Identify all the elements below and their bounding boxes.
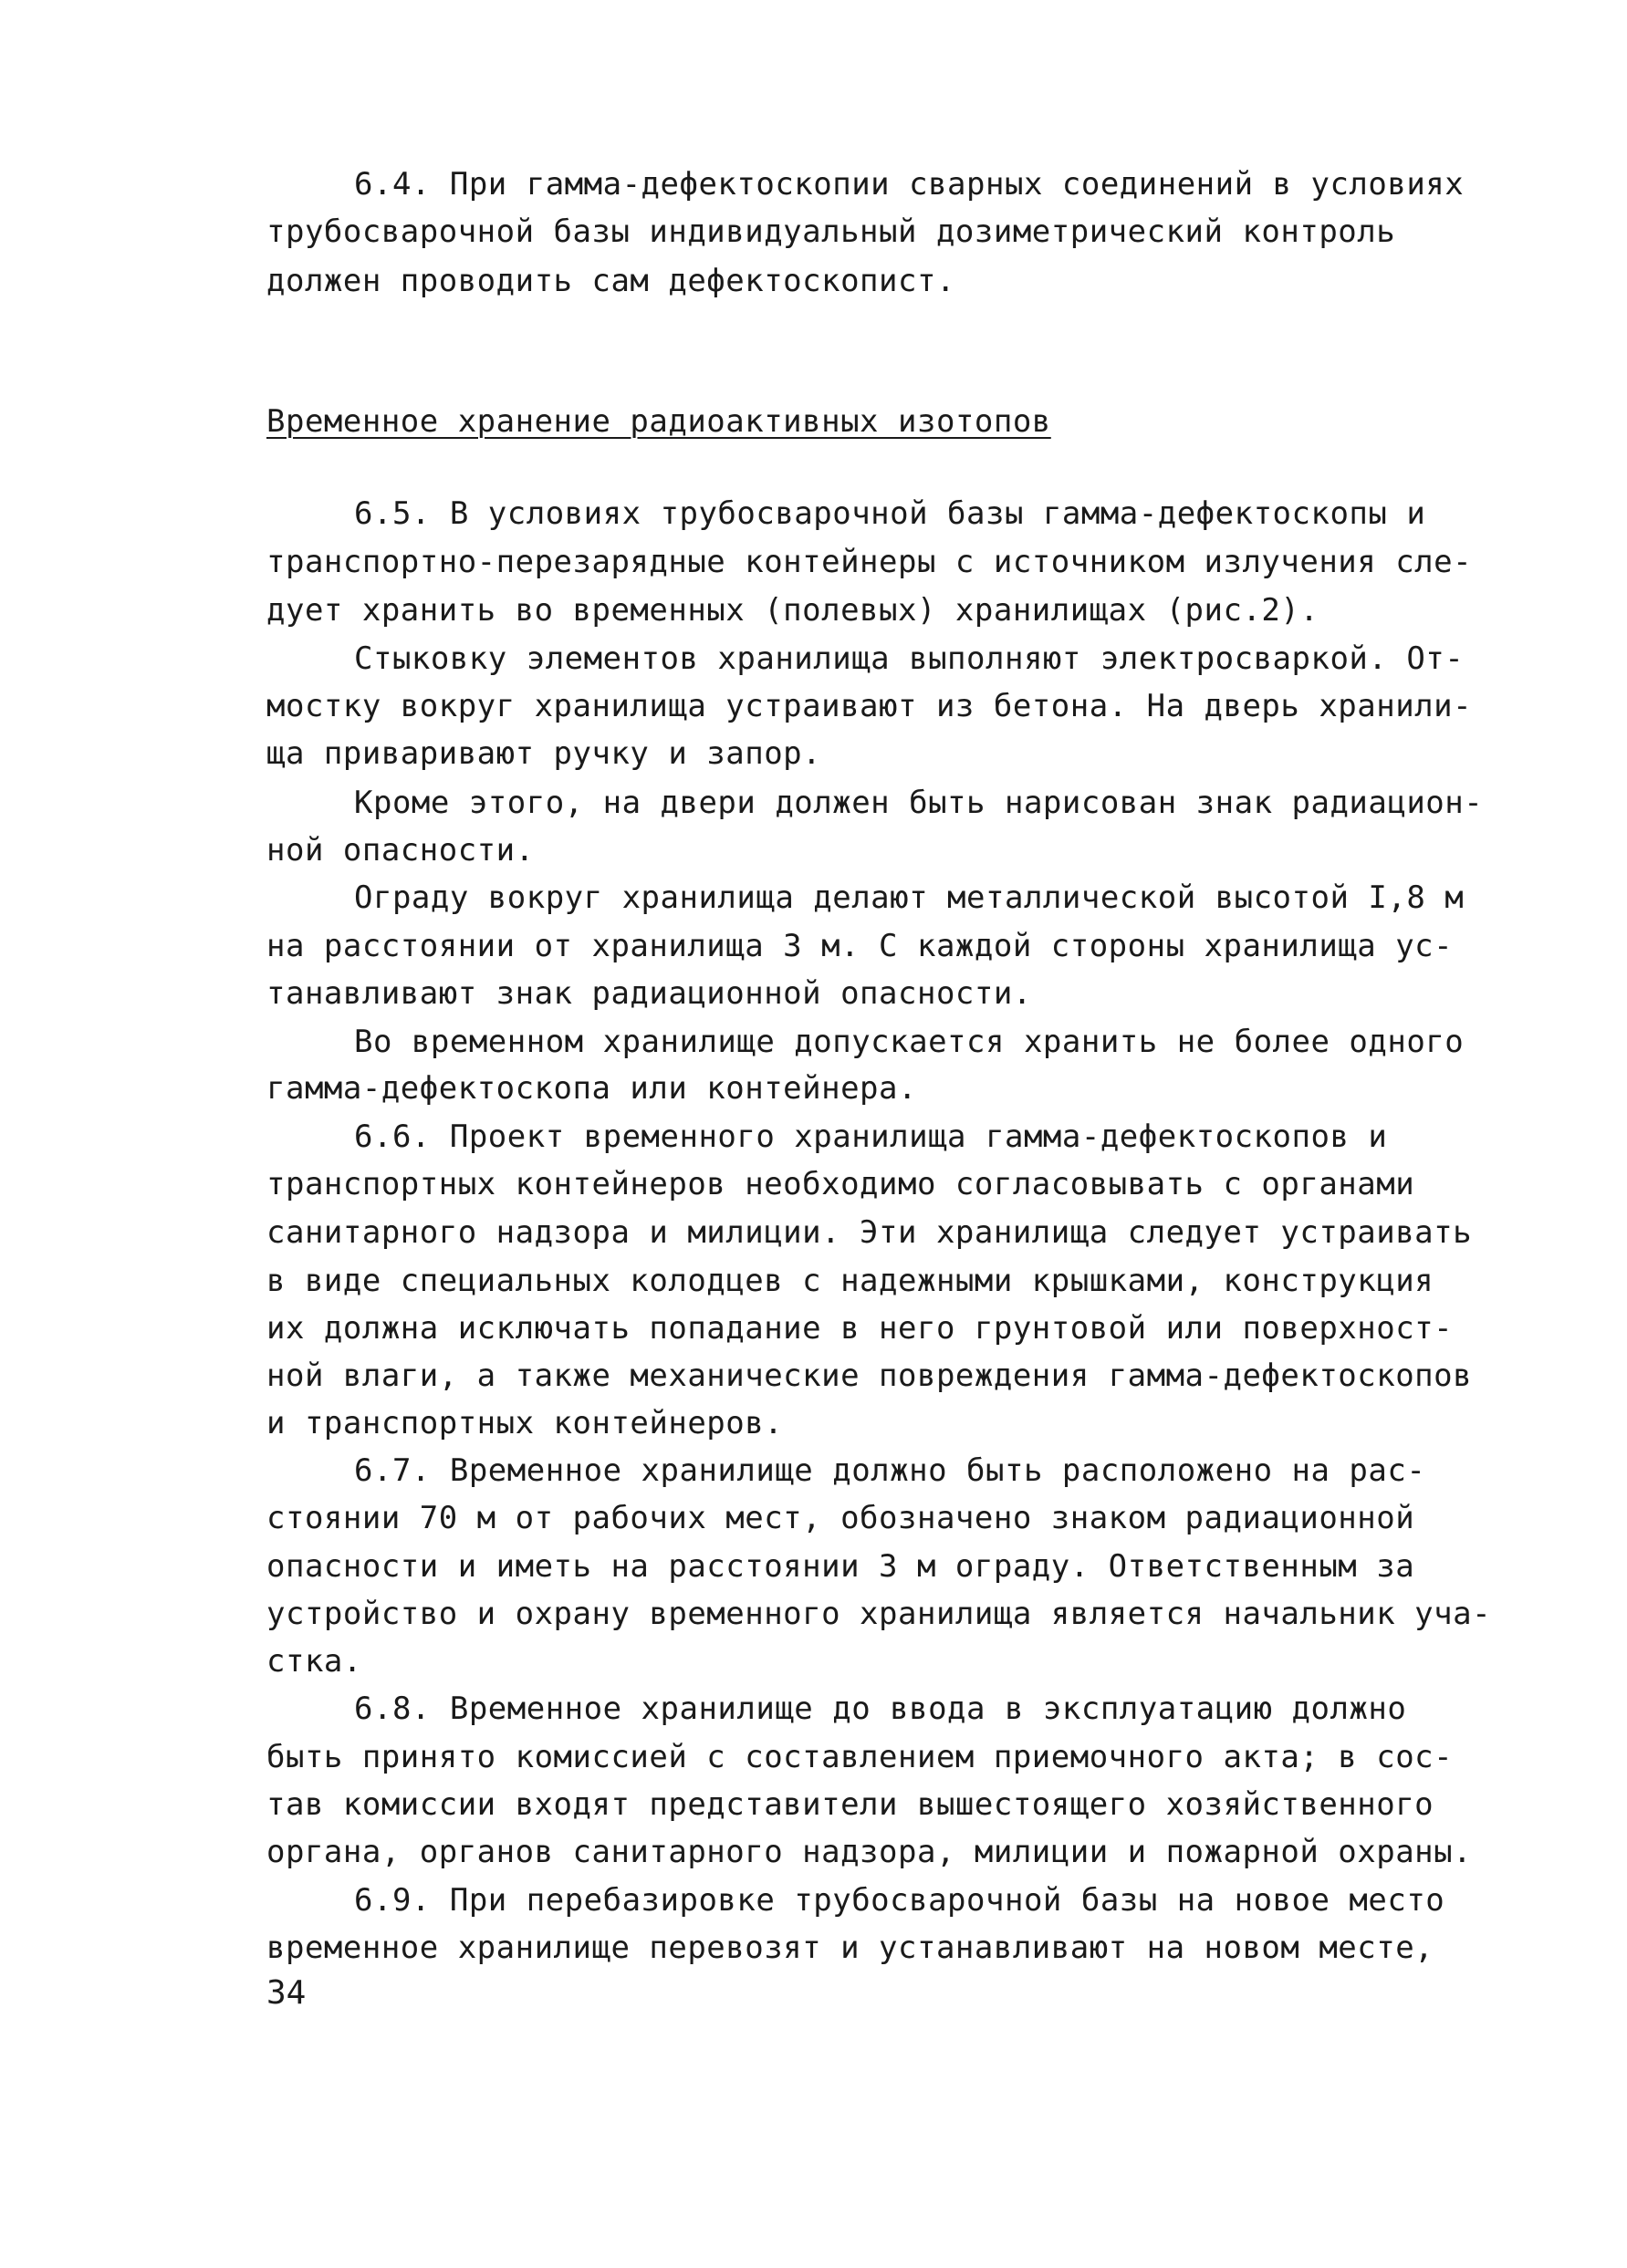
text-line: 6.6. Проект временного хранилища гамма-дефектоскопов и xyxy=(354,1118,1388,1155)
text-line: 6.4. При гамма-дефектоскопии сварных соединений в условиях xyxy=(354,166,1465,203)
text-line: 6.5. В условиях трубосварочной базы гамма-дефектоскопы и xyxy=(354,495,1426,532)
page-number: 34 xyxy=(266,1974,307,2012)
section-heading: Временное хранение радиоактивных изотопов xyxy=(266,403,1051,440)
text-line: их должна исключать попадание в него грунтовой или поверхност- xyxy=(266,1310,1454,1347)
text-line: Стыковку элементов хранилища выполняют электросваркой. От- xyxy=(354,640,1465,677)
text-line: гамма-дефектоскопа или контейнера. xyxy=(266,1070,917,1107)
text-line: Кроме этого, на двери должен быть нарисован знак радиацион- xyxy=(354,785,1484,821)
text-line: на расстоянии от хранилища 3 м. С каждой стороны хранилища ус- xyxy=(266,928,1454,964)
text-line: 6.9. При перебазировке трубосварочной базы на новое место xyxy=(354,1882,1445,1919)
text-line: в виде специальных колодцев с надежными крышками, конструкция xyxy=(266,1263,1434,1299)
text-line: органа, органов санитарного надзора, милиции и пожарной охраны. xyxy=(266,1834,1473,1870)
text-line: Во временном хранилище допускается хранить не более одного xyxy=(354,1024,1465,1060)
text-line: быть принято комиссией с составлением приемочного акта; в сос- xyxy=(266,1739,1454,1775)
text-line: стоянии 70 м от рабочих мест, обозначено знаком радиационной xyxy=(266,1500,1415,1536)
text-line: дует хранить во временных (полевых) хранилищах (рис.2). xyxy=(266,592,1319,629)
text-line: санитарного надзора и милиции. Эти хранилища следует устраивать xyxy=(266,1214,1473,1251)
text-line: мостку вокруг хранилища устраивают из бетона. На дверь хранили- xyxy=(266,688,1473,724)
text-line: 6.8. Временное хранилище до ввода в эксплуатацию должно xyxy=(354,1691,1407,1727)
text-line: тав комиссии входят представители вышестоящего хозяйственного xyxy=(266,1786,1434,1823)
text-line: опасности и иметь на расстоянии 3 м ограду. Ответственным за xyxy=(266,1548,1415,1585)
text-line: ной опасности. xyxy=(266,832,535,869)
text-line: танавливают знак радиационной опасности. xyxy=(266,975,1032,1012)
text-line: и транспортных контейнеров. xyxy=(266,1405,784,1441)
text-line: трубосварочной базы индивидуальный дозиметрический контроль xyxy=(266,213,1396,250)
text-line: транспортных контейнеров необходимо согласовывать с органами xyxy=(266,1166,1415,1202)
text-line: 6.7. Временное хранилище должно быть расположено на рас- xyxy=(354,1452,1426,1489)
text-line: устройство и охрану временного хранилища является начальник уча- xyxy=(266,1596,1492,1632)
text-line: Ограду вокруг хранилища делают металлической высотой I,8 м xyxy=(354,879,1465,916)
text-line: должен проводить сам дефектоскопист. xyxy=(266,263,955,299)
text-line: транспортно-перезарядные контейнеры с источником излучения сле- xyxy=(266,544,1473,580)
text-line: ща приваривают ручку и запор. xyxy=(266,735,822,772)
text-line: ной влаги, а также механические повреждения гамма-дефектоскопов xyxy=(266,1358,1473,1394)
text-line: стка. xyxy=(266,1643,362,1680)
text-line: временное хранилище перевозят и устанавливают на новом месте, xyxy=(266,1930,1434,1966)
